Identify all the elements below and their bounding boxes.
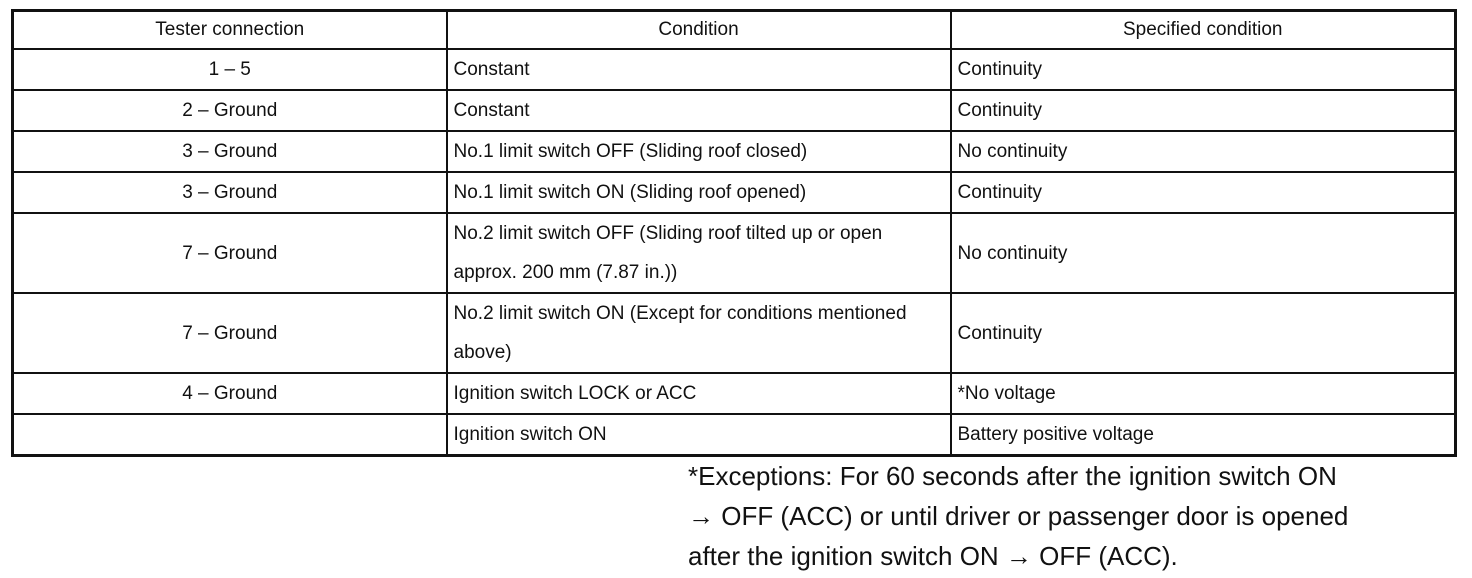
header-specified-condition: Specified condition [951, 11, 1456, 50]
specified-condition-cell: Battery positive voltage [951, 414, 1456, 456]
specification-table [11, 9, 1457, 457]
exceptions-footnote [688, 456, 1468, 576]
condition-cell: No.2 limit switch OFF (Sliding roof tilted up or open approx. 200 mm (7.87 in.)) [447, 213, 951, 293]
table-header-row [13, 11, 1456, 50]
table-row [13, 131, 1456, 172]
condition-cell: Ignition switch ON [447, 414, 951, 456]
condition-cell: Constant [447, 90, 951, 131]
tester-connection-cell [13, 414, 447, 456]
footnote-line-3: after the ignition switch ON → OFF (ACC). [688, 541, 1178, 571]
condition-cell: Constant [447, 49, 951, 90]
table-row [13, 49, 1456, 90]
tester-connection-cell: 2 – Ground [13, 90, 447, 131]
table-row [13, 414, 1456, 456]
header-tester-connection: Tester connection [13, 11, 447, 50]
condition-cell: No.2 limit switch ON (Except for conditions mentioned above) [447, 293, 951, 373]
specified-condition-cell: No continuity [951, 213, 1456, 293]
specified-condition-cell: No continuity [951, 131, 1456, 172]
specified-condition-cell: *No voltage [951, 373, 1456, 414]
specified-condition-cell: Continuity [951, 90, 1456, 131]
table-row [13, 213, 1456, 293]
tester-connection-cell: 7 – Ground [13, 213, 447, 293]
condition-cell: Ignition switch LOCK or ACC [447, 373, 951, 414]
header-condition: Condition [447, 11, 951, 50]
tester-connection-cell: 3 – Ground [13, 172, 447, 213]
tester-connection-cell: 4 – Ground [13, 373, 447, 414]
table-row [13, 172, 1456, 213]
specified-condition-cell: Continuity [951, 293, 1456, 373]
specified-condition-cell: Continuity [951, 49, 1456, 90]
table-row [13, 90, 1456, 131]
tester-connection-cell: 3 – Ground [13, 131, 447, 172]
tester-connection-cell: 7 – Ground [13, 293, 447, 373]
table-row [13, 373, 1456, 414]
table-row [13, 293, 1456, 373]
specified-condition-cell: Continuity [951, 172, 1456, 213]
condition-cell: No.1 limit switch ON (Sliding roof opened) [447, 172, 951, 213]
condition-cell: No.1 limit switch OFF (Sliding roof closed) [447, 131, 951, 172]
footnote-line-1: *Exceptions: For 60 seconds after the ignition switch ON [688, 461, 1337, 491]
tester-connection-cell: 1 – 5 [13, 49, 447, 90]
footnote-line-2: → OFF (ACC) or until driver or passenger door is opened [688, 501, 1349, 531]
